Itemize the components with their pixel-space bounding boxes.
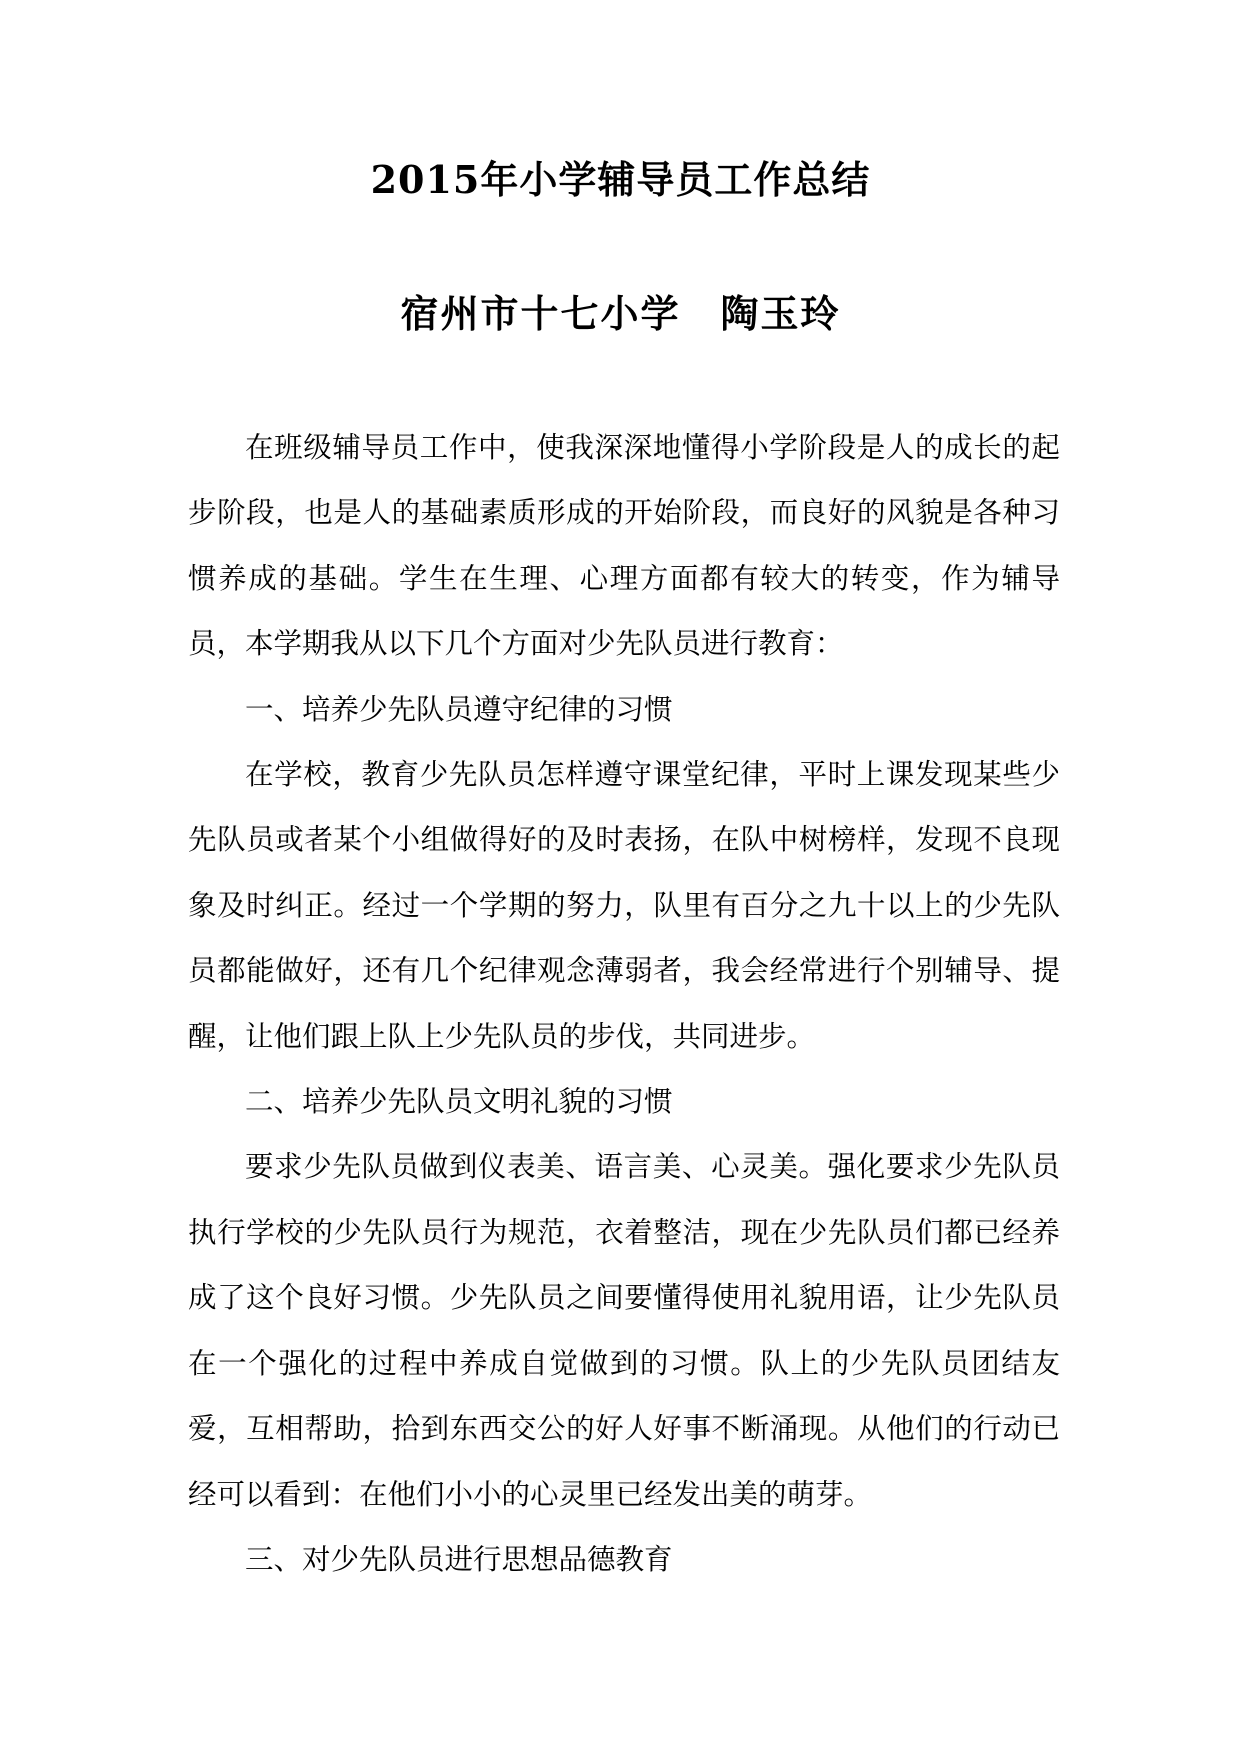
author-name: 陶玉玲 <box>720 291 841 336</box>
section-heading-2: 二、培养少先队员文明礼貌的习惯 <box>245 1085 673 1119</box>
document-title: 2015年小学辅导员工作总结 <box>370 157 871 202</box>
paragraph-courtesy: 要求少先队员做到仪表美、语言美、心灵美。强化要求少先队员执行学校的少先队员行为规范，衣着整洁，现在少先队员们都已经养成了这个良好习惯。少先队员之间要懂得使用礼貌用语，让少先队员在一个强化的过程中养成自觉做到的习惯。队上的少先队员团结友爱，互相帮助，拾到东西交公的好人好事不断涌现。从他们的行动已经可以看到：在他们小小的心灵里已经发出美的萌芽。 <box>188 1150 1060 1511</box>
document-body <box>188 415 1060 1592</box>
paragraph-intro: 在班级辅导员工作中，使我深深地懂得小学阶段是人的成长的起步阶段，也是人的基础素质形成的开始阶段，而良好的风貌是各种习惯养成的基础。学生在生理、心理方面都有较大的转变，作为辅导员，本学期我从以下几个方面对少先队员进行教育： <box>188 431 1060 661</box>
author-line <box>0 284 1241 344</box>
section-heading-1: 一、培养少先队员遵守纪律的习惯 <box>245 692 673 726</box>
author-school: 宿州市十七小学 <box>400 291 681 336</box>
section-heading-3: 三、对少先队员进行思想品德教育 <box>245 1542 673 1576</box>
paragraph-discipline: 在学校，教育少先队员怎样遵守课堂纪律，平时上课发现某些少先队员或者某个小组做得好的及时表扬，在队中树榜样，发现不良现象及时纠正。经过一个学期的努力，队里有百分之九十以上的少先队员都能做好，还有几个纪律观念薄弱者，我会经常进行个别辅导、提醒，让他们跟上队上少先队员的步伐，共同进步。 <box>188 758 1060 1053</box>
